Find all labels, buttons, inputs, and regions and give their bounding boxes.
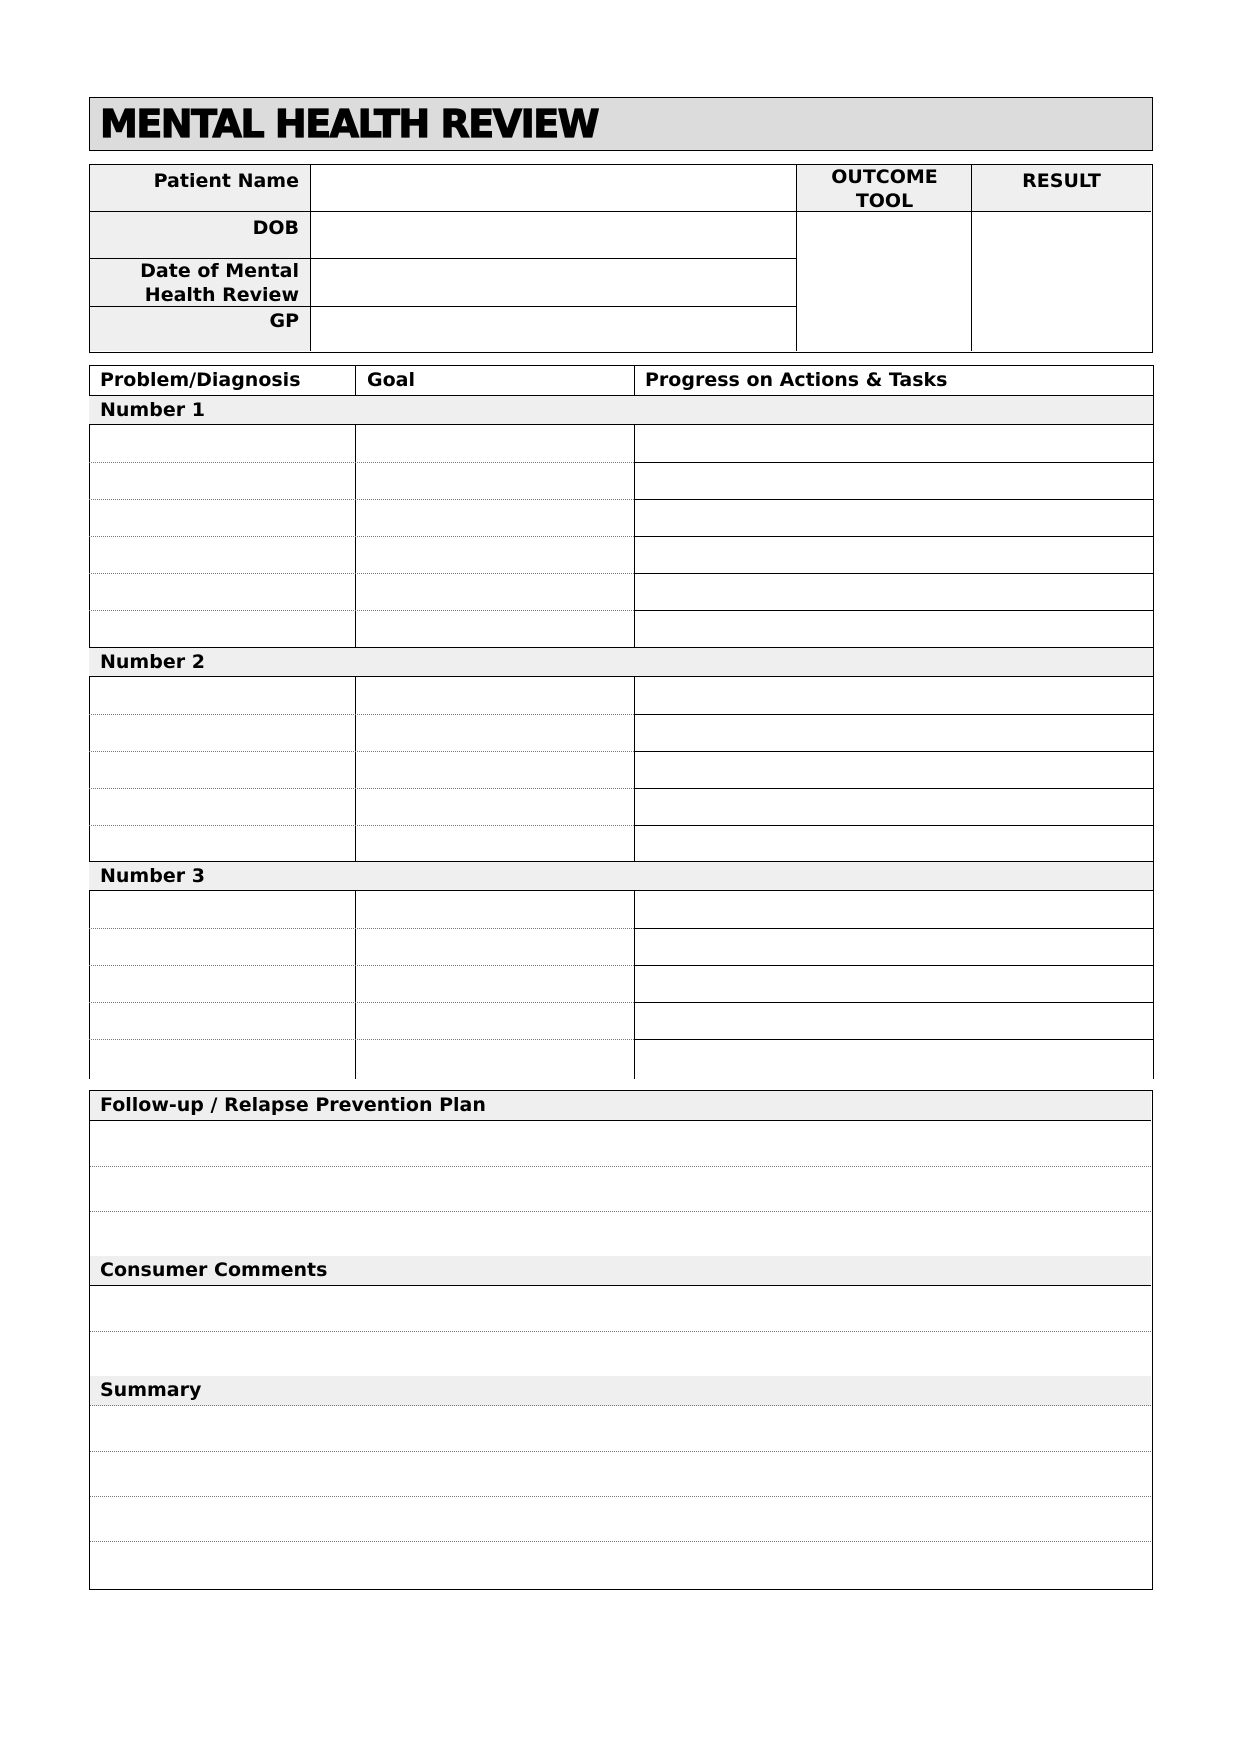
section-label: Number 3 (100, 865, 205, 887)
section-header (89, 647, 1153, 677)
patient-name-label: Patient Name (90, 165, 311, 212)
row-divider (90, 1166, 1151, 1167)
row-divider (89, 1039, 634, 1040)
row-divider (634, 610, 1153, 611)
problem-cell[interactable] (89, 965, 355, 1002)
goal-cell[interactable] (355, 1002, 634, 1039)
row-divider (90, 1541, 1151, 1542)
row-divider (634, 1002, 1153, 1003)
gp-label: GP (90, 307, 311, 351)
comments-header (90, 1256, 1151, 1286)
dob-label: DOB (90, 212, 311, 259)
row-divider (634, 788, 1153, 789)
goal-cell[interactable] (355, 425, 634, 462)
outcome-tool-header-line2: TOOL (855, 190, 914, 212)
divider (796, 165, 797, 351)
goal-cell[interactable] (355, 1039, 634, 1076)
row-divider (89, 788, 634, 789)
summary-line[interactable] (90, 1496, 1151, 1541)
section-label: Number 2 (100, 651, 205, 673)
problem-cell[interactable] (89, 751, 355, 788)
goal-cell[interactable] (355, 714, 634, 751)
comments-line[interactable] (90, 1331, 1151, 1376)
followup-line[interactable] (90, 1121, 1151, 1166)
progress-cell[interactable] (634, 965, 1153, 1002)
gp-field[interactable] (311, 307, 797, 351)
summary-header (90, 1376, 1151, 1406)
row-divider (89, 1002, 634, 1003)
page-title: MENTAL HEALTH REVIEW (100, 102, 599, 146)
title-bar (89, 97, 1153, 151)
summary-line[interactable] (90, 1406, 1151, 1451)
goal-cell[interactable] (355, 825, 634, 861)
summary-line[interactable] (90, 1541, 1151, 1588)
row-divider (89, 499, 634, 500)
divider (355, 365, 356, 395)
row-divider (89, 825, 634, 826)
goal-cell[interactable] (355, 751, 634, 788)
followup-line[interactable] (90, 1166, 1151, 1211)
row-divider (89, 928, 634, 929)
review-date-label-line2: Health Review (144, 284, 299, 306)
progress-cell[interactable] (634, 751, 1153, 788)
row-divider (634, 751, 1153, 752)
progress-cell[interactable] (634, 462, 1153, 499)
outcome-tool-header (797, 165, 972, 212)
progress-cell[interactable] (634, 425, 1153, 462)
divider (971, 165, 972, 351)
problem-cell[interactable] (89, 928, 355, 965)
review-date-label (90, 259, 311, 307)
progress-cell[interactable] (634, 536, 1153, 573)
problem-cell[interactable] (89, 462, 355, 499)
problem-cell[interactable] (89, 788, 355, 825)
goals-table (89, 365, 1153, 1079)
divider (89, 365, 1153, 366)
problem-cell[interactable] (89, 714, 355, 751)
row-divider (634, 1039, 1153, 1040)
divider (634, 365, 635, 395)
row-divider (634, 825, 1153, 826)
problem-cell[interactable] (89, 499, 355, 536)
patient-name-field[interactable] (311, 165, 797, 212)
goal-cell[interactable] (355, 610, 634, 647)
goal-cell[interactable] (355, 891, 634, 928)
section-header (89, 395, 1153, 425)
row-divider (89, 462, 634, 463)
goal-cell[interactable] (355, 677, 634, 714)
row-divider (89, 536, 634, 537)
problem-cell[interactable] (89, 677, 355, 714)
row-divider (634, 536, 1153, 537)
summary-header-label: Summary (100, 1379, 202, 1401)
row-divider (89, 965, 634, 966)
problem-cell[interactable] (89, 891, 355, 928)
problem-cell[interactable] (89, 1039, 355, 1076)
result-header: RESULT (972, 165, 1151, 212)
progress-cell[interactable] (634, 1039, 1153, 1076)
progress-cell[interactable] (634, 573, 1153, 610)
progress-cell[interactable] (634, 499, 1153, 536)
row-divider (634, 573, 1153, 574)
section-label: Number 1 (100, 399, 205, 421)
goal-cell[interactable] (355, 788, 634, 825)
column-header-goal: Goal (367, 369, 415, 391)
row-divider (90, 1331, 1151, 1332)
row-divider (634, 499, 1153, 500)
problem-cell[interactable] (89, 825, 355, 861)
divider (90, 211, 797, 212)
dob-field[interactable] (311, 212, 797, 259)
outcome-tool-field[interactable] (797, 212, 972, 351)
review-date-label-line1: Date of Mental (140, 260, 299, 282)
followup-header (90, 1091, 1151, 1121)
summary-line[interactable] (90, 1451, 1151, 1496)
goal-cell[interactable] (355, 965, 634, 1002)
problem-cell[interactable] (89, 425, 355, 462)
column-header-problem: Problem/Diagnosis (100, 369, 301, 391)
column-header-progress: Progress on Actions & Tasks (645, 369, 948, 391)
row-divider (89, 573, 634, 574)
outcome-tool-header-line1: OUTCOME (831, 166, 938, 188)
problem-cell[interactable] (89, 573, 355, 610)
progress-cell[interactable] (634, 677, 1153, 714)
review-date-field[interactable] (311, 259, 797, 307)
progress-cell[interactable] (634, 788, 1153, 825)
row-divider (634, 714, 1153, 715)
row-divider (634, 462, 1153, 463)
row-divider (89, 751, 634, 752)
goal-cell[interactable] (355, 462, 634, 499)
goal-cell[interactable] (355, 499, 634, 536)
row-divider (90, 1451, 1151, 1452)
section-header (89, 861, 1153, 891)
progress-cell[interactable] (634, 1002, 1153, 1039)
row-divider (634, 965, 1153, 966)
divider (90, 258, 797, 259)
row-divider (89, 610, 634, 611)
problem-cell[interactable] (89, 536, 355, 573)
problem-cell[interactable] (89, 610, 355, 647)
goal-cell[interactable] (355, 573, 634, 610)
row-divider (634, 928, 1153, 929)
row-divider (89, 714, 634, 715)
followup-header-label: Follow-up / Relapse Prevention Plan (100, 1094, 486, 1116)
progress-cell[interactable] (634, 928, 1153, 965)
plan-section (89, 1090, 1153, 1590)
divider (90, 306, 797, 307)
progress-cell[interactable] (634, 891, 1153, 928)
divider (797, 211, 1151, 212)
result-field[interactable] (972, 212, 1151, 351)
row-divider (90, 1211, 1151, 1212)
goal-cell[interactable] (355, 536, 634, 573)
comments-header-label: Consumer Comments (100, 1259, 328, 1281)
patient-info-table (89, 164, 1153, 353)
progress-cell[interactable] (634, 610, 1153, 647)
problem-cell[interactable] (89, 1002, 355, 1039)
comments-line[interactable] (90, 1286, 1151, 1331)
progress-cell[interactable] (634, 825, 1153, 861)
divider (1153, 365, 1154, 1079)
goal-cell[interactable] (355, 928, 634, 965)
row-divider (90, 1496, 1151, 1497)
progress-cell[interactable] (634, 714, 1153, 751)
followup-line[interactable] (90, 1211, 1151, 1256)
